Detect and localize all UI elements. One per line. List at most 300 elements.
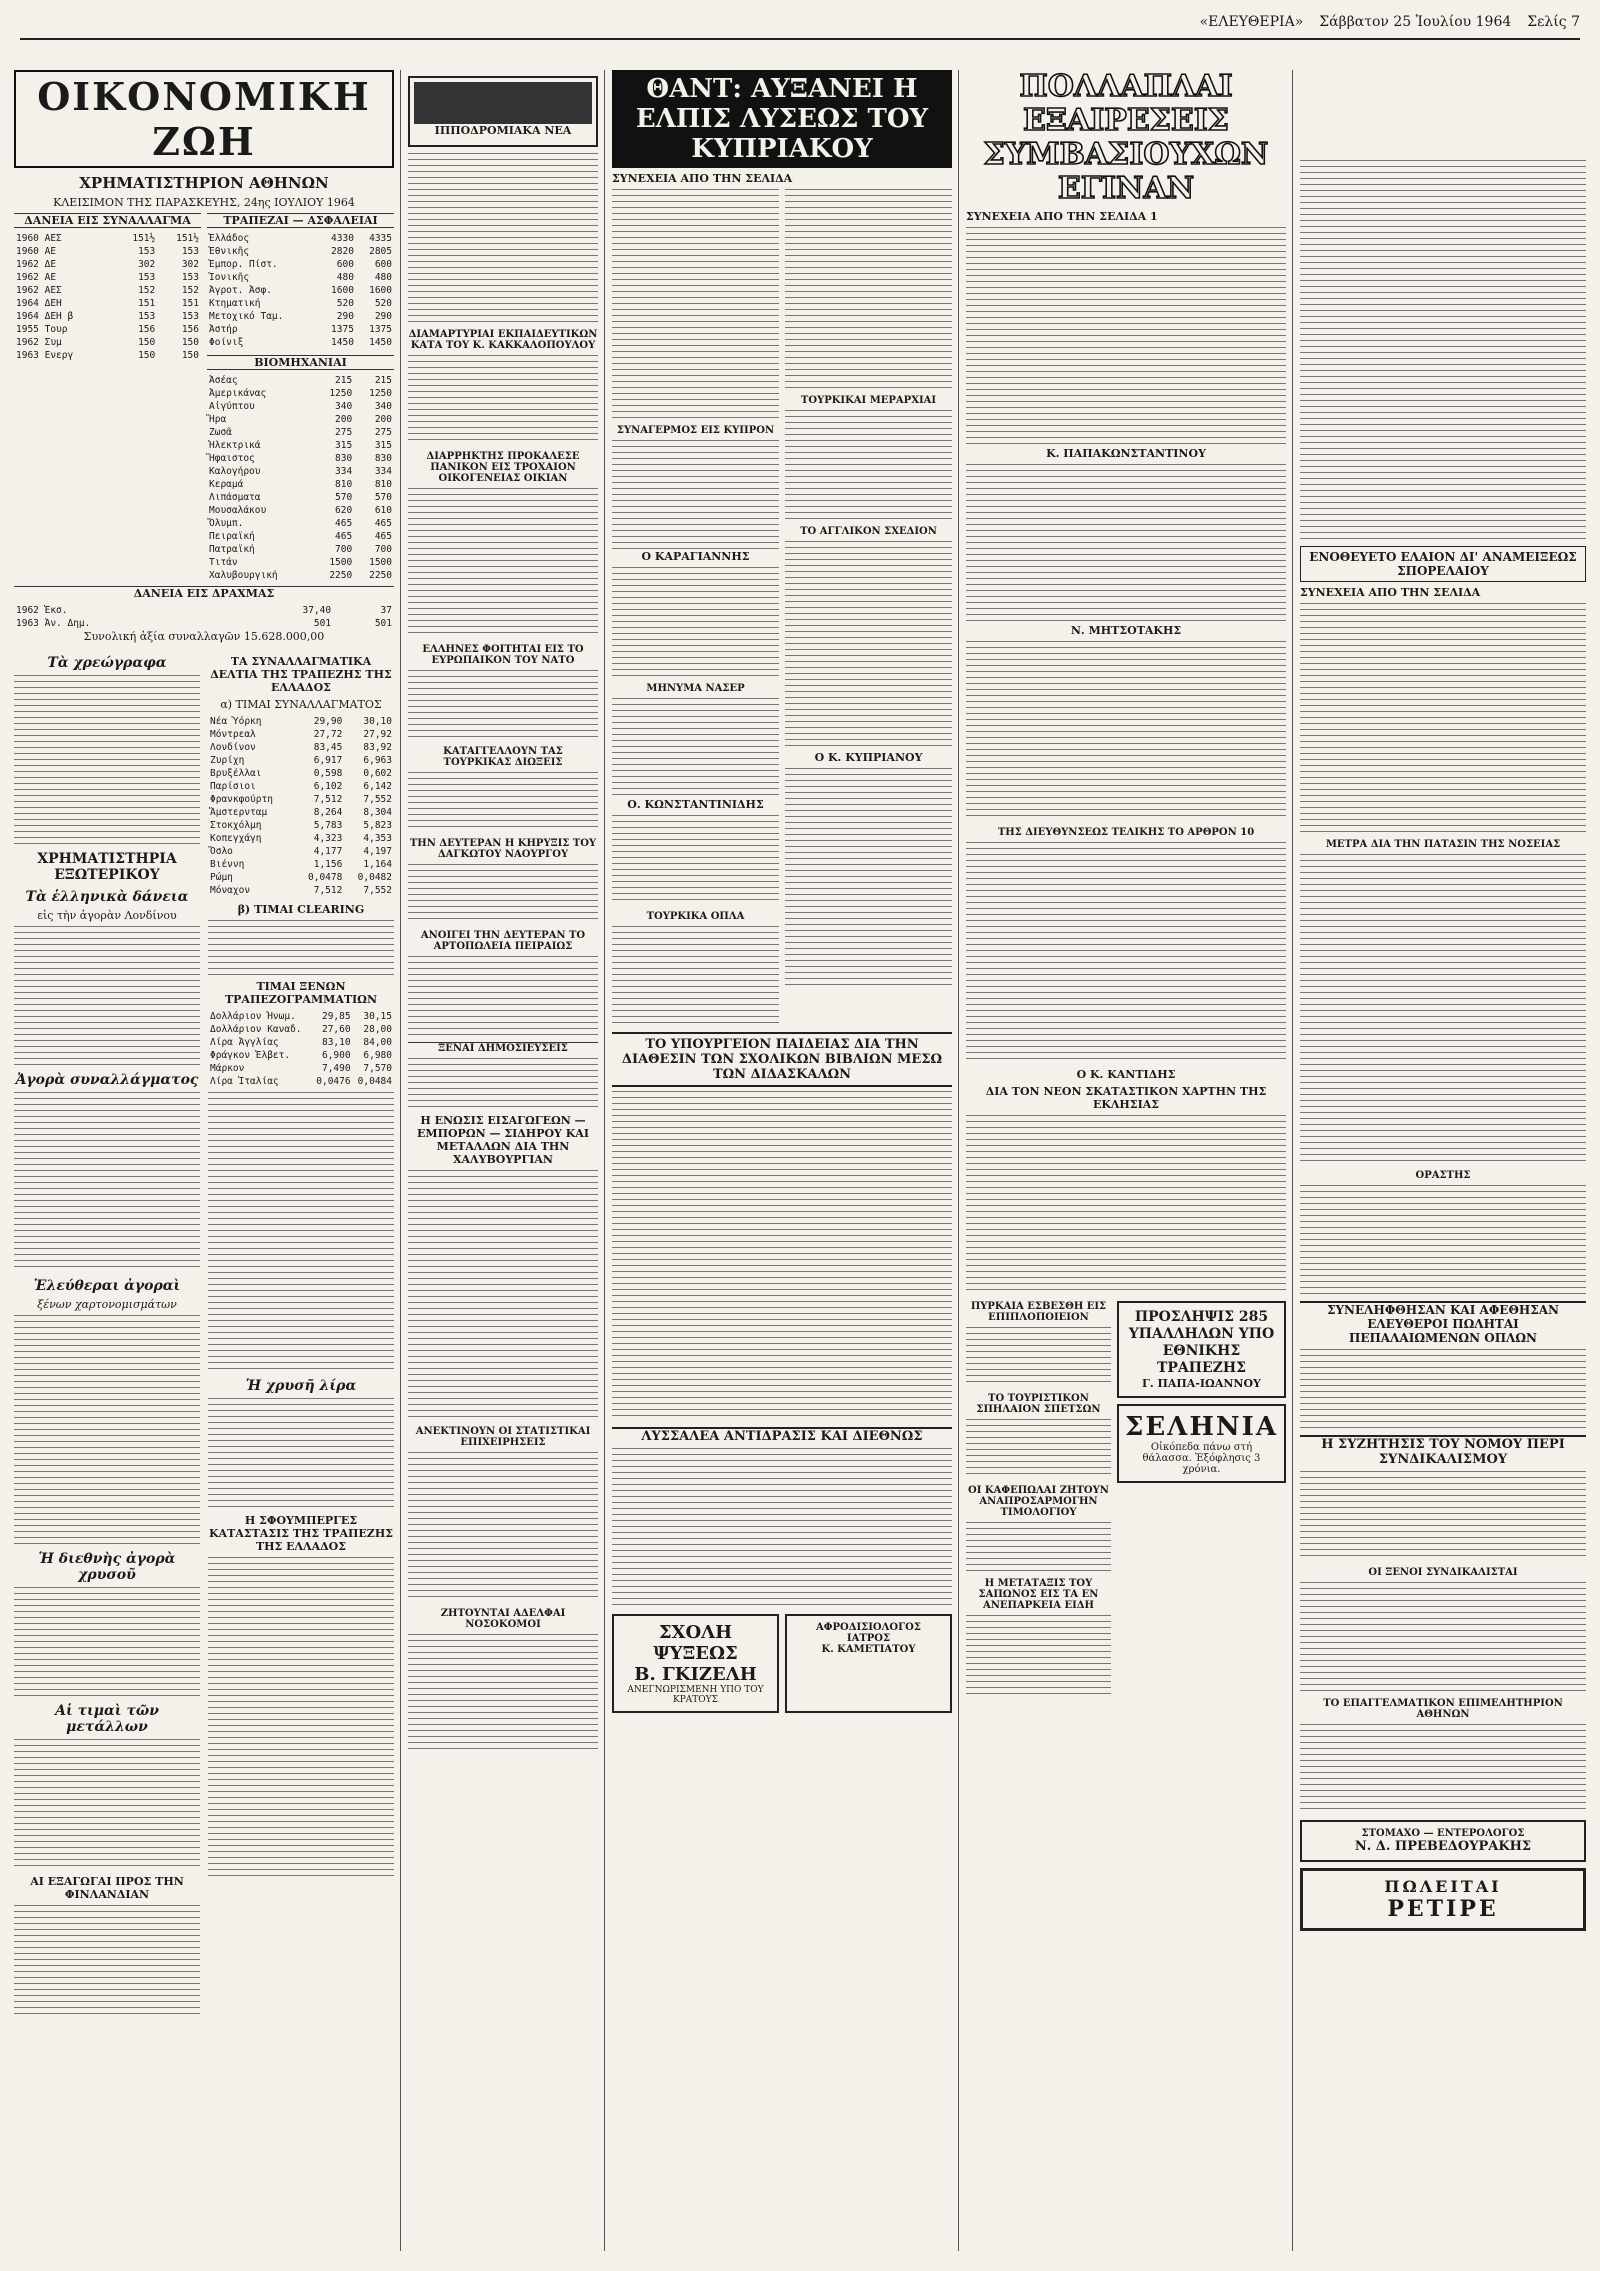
row-value: 6,900 (321, 1050, 351, 1061)
loan-row (14, 245, 201, 258)
soap-text (966, 1615, 1111, 1695)
row-value: 156 (181, 324, 199, 335)
row-value: 334 (374, 466, 392, 477)
lower-news (966, 1295, 1286, 1695)
drachma-row (14, 604, 394, 617)
bank-row (207, 245, 394, 258)
row-value: 6,980 (363, 1050, 392, 1061)
bank-row (207, 323, 394, 336)
row-value: 620 (335, 505, 353, 516)
story-burglar-text (408, 488, 598, 638)
row-value: 1600 (369, 285, 392, 296)
row-value: 153 (181, 311, 199, 322)
industry-row (207, 387, 394, 400)
row-label: Βιέννη (210, 859, 245, 870)
row-label: Ἥφαιστος (209, 453, 255, 464)
row-value: 315 (335, 440, 353, 451)
row-label: Στοκχόλμη (210, 820, 262, 831)
row-value: 8,264 (313, 807, 343, 818)
row-value: 153 (181, 246, 199, 257)
row-label: Παρίσιοι (210, 781, 256, 792)
loan-row (14, 349, 201, 362)
row-value: 465 (335, 518, 353, 529)
tourism-text (966, 1419, 1111, 1479)
row-label: Ἀσέας (209, 375, 238, 386)
gold-market-title: Ἡ διεθνὴς ἀγορὰ χρυσοῦ (38, 1551, 176, 1583)
row-label: Αἰγύπτου (209, 401, 255, 412)
fx-row (208, 754, 394, 767)
row-value: 152 (138, 285, 156, 296)
kyprianou: Ο Κ. ΚΥΠΡΙΑΝΟΥ (814, 751, 923, 764)
row-value: 150 (181, 350, 199, 361)
fx-row (208, 845, 394, 858)
row-value: 0,0482 (357, 872, 392, 883)
exchange-subtitle: ΚΛΕΙΣΙΜΟΝ ΤΗΣ ΠΑΡΑΣΚΕΥΗΣ, 24ης ΙΟΥΛΙΟΥ 1964 (53, 196, 355, 209)
row-value: 480 (336, 272, 354, 283)
free-markets-title: Ἐλεύθεραι ἀγοραὶ (33, 1278, 181, 1294)
row-value: 810 (374, 479, 392, 490)
row-value: 610 (374, 505, 392, 516)
row-label: Χαλυβουργική (209, 570, 278, 581)
fx-row (208, 767, 394, 780)
konstantinidis: Ο. ΚΩΝΣΤΑΝΤΙΝΙΔΗΣ (627, 798, 764, 811)
foreign-unions-title: ΟΙ ΞΕΝΟΙ ΣΥΝΔΙΚΑΛΙΣΤΑΙ (1368, 1567, 1518, 1578)
fire-text (966, 1327, 1111, 1387)
story-steel-text (408, 1170, 598, 1420)
column-rule (958, 70, 959, 2251)
london-market-text (14, 1092, 200, 1272)
london-market-title: Ἀγορὰ συναλλάγματος (15, 1072, 199, 1088)
row-label: Λονδίνον (210, 742, 256, 753)
row-value: 0,602 (363, 768, 392, 779)
racing-logo (414, 82, 592, 124)
row-value: 480 (374, 272, 392, 283)
row-label: Μουσαλάκου (209, 505, 267, 516)
row-value: 151½ (132, 233, 156, 244)
row-label: Κοπεγχάγη (210, 833, 262, 844)
row-value: 4,323 (313, 833, 343, 844)
row-value: 6,142 (363, 781, 392, 792)
row-value: 501 (313, 618, 332, 629)
story-nurses-text (408, 1634, 598, 1754)
row-label: Ἰονικῆς (209, 272, 250, 283)
lower-left (14, 649, 200, 2015)
exchange-tables (14, 213, 394, 582)
fx-table (208, 715, 394, 897)
contractors-text-1 (966, 227, 1286, 447)
sale-ad (1300, 1868, 1586, 1931)
divisions-title: ΤΟΥΡΚΙΚΑΙ ΜΕΡΑΡΧΙΑΙ (800, 395, 937, 406)
row-label: Ἀστήρ (209, 324, 238, 335)
more-rates (208, 1092, 394, 1372)
fire-block (966, 1295, 1111, 1695)
row-value: 290 (336, 311, 354, 322)
papakonstantinou: Κ. ΠΑΠΑΚΩΝΣΤΑΝΤΙΝΟΥ (1046, 447, 1206, 460)
row-value: 200 (335, 414, 353, 425)
racing-box (408, 76, 598, 147)
doctor-title: ΑΦΡΟΔΙΣΙΟΛΟΓΟΣ ΙΑΤΡΟΣ (816, 1622, 921, 1644)
racing-text (408, 153, 598, 323)
weapons-text (612, 926, 779, 1026)
ads-block (1117, 1295, 1286, 1695)
row-value: 570 (335, 492, 353, 503)
row-value: 4,197 (363, 846, 392, 857)
cafe-title: ΟΙ ΚΑΦΕΠΩΛΑΙ ΖΗΤΟΥΝ ΑΝΑΠΡΟΣΑΡΜΟΓΗΝ ΤΙΜΟΛΟΓΙΟΥ (968, 1485, 1109, 1518)
weapons-title: ΤΟΥΡΚΙΚΑ ΟΠΛΑ (646, 911, 745, 922)
bank-status-text (208, 1557, 394, 1877)
industry-row (207, 517, 394, 530)
union-law-headline: Η ΣΥΖΗΤΗΣΙΣ ΤΟΥ ΝΟΜΟΥ ΠΕΡΙ ΣΥΝΔΙΚΑΛΙΣΜΟΥ (1300, 1435, 1586, 1467)
row-value: 340 (374, 401, 392, 412)
row-label: Μόντρεαλ (210, 729, 256, 740)
row-value: 700 (374, 544, 392, 555)
school-ad (612, 1614, 779, 1713)
school-sub: ΑΝΕΓΝΩΡΙΣΜΕΝΗ ΥΠΟ ΤΟΥ ΚΡΑΤΟΥΣ (627, 1685, 764, 1705)
col5-top-text (1300, 160, 1586, 540)
tourism-title: ΤΟ ΤΟΥΡΙΣΤΙΚΟΝ ΣΠΗΛΑΙΟΝ ΣΠΕΤΣΩΝ (976, 1393, 1101, 1415)
masthead (20, 14, 1580, 40)
industry-table (207, 374, 394, 582)
kyprianou-text (785, 768, 952, 988)
row-label: Πειραϊκή (209, 531, 255, 542)
row-value: 30,10 (363, 716, 392, 727)
row-label: Καλογήρου (209, 466, 261, 477)
news-column-2 (408, 70, 598, 2250)
cyprus-text-1 (612, 189, 779, 419)
row-value: 465 (335, 531, 353, 542)
lower-right (208, 649, 394, 2015)
industry-header: ΒΙΟΜΗΧΑΝΙΑΙ (207, 355, 394, 370)
row-value: 1375 (331, 324, 354, 335)
row-value: 84,00 (363, 1037, 392, 1048)
row-value: 27,92 (363, 729, 392, 740)
row-value: 6,102 (313, 781, 343, 792)
school-name: Β. ΓΚΙΖΕΛΗ (634, 1664, 757, 1685)
row-value: 215 (374, 375, 392, 386)
row-value: 0,598 (313, 768, 343, 779)
tutor-name: Γ. ΠΑΠΑ-ΙΩΑΝΝΟΥ (1142, 1377, 1261, 1390)
economic-column (14, 70, 394, 2250)
row-value: 151½ (176, 233, 199, 244)
banks-header: ΤΡΑΠΕΖΑΙ — ΑΣΦΑΛΕΙΑΙ (207, 213, 394, 228)
story-turkish-text (408, 772, 598, 832)
release-text (1300, 1349, 1586, 1429)
row-label: Ὄσλο (210, 846, 233, 857)
row-value: 153 (138, 246, 156, 257)
alarm-title: ΣΥΝΑΓΕΡΜΟΣ ΕΙΣ ΚΥΠΡΟΝ (616, 425, 775, 436)
story-nurses-title: ΖΗΤΟΥΝΤΑΙ ΑΔΕΛΦΑΙ ΝΟΣΟΚΟΜΟΙ (440, 1608, 566, 1630)
row-value: 0,0478 (308, 872, 343, 883)
weapons-release-headline: ΣΥΝΕΛΗΦΘΗΣΑΝ ΚΑΙ ΑΦΕΘΗΣΑΝ ΕΛΕΥΘΕΡΟΙ ΠΩΛΗΤΑΙ ΠΕΠΑΛΑΙΩΜΕΝΩΝ ΟΠΛΩΝ (1300, 1301, 1586, 1345)
karagiannis: Ο ΚΑΡΑΓΙΑΝΝΗΣ (641, 550, 750, 563)
fire-title: ΠΥΡΚΑΙΑ ΕΣΒΕΣΘΗ ΕΙΣ ΕΠΙΠΛΟΠΟΙΕΙΟΝ (970, 1301, 1107, 1323)
row-label: Ἀμερικάνας (209, 388, 267, 399)
story-turkish-title: ΚΑΤΑΓΓΕΛΛΟΥΝ ΤΑΣ ΤΟΥΡΚΙΚΑΣ ΔΙΩΞΕΙΣ (443, 746, 563, 768)
union-law-text (1300, 1471, 1586, 1561)
row-value: 150 (138, 337, 156, 348)
row-label: Ὄλυμπ. (209, 518, 244, 529)
bank-row (207, 232, 394, 245)
article-10-title: ΤΗΣ ΔΙΕΥΘΥΝΣΕΩΣ ΤΕΛΙΚΗΣ ΤΟ ΑΡΘΡΟΝ 10 (997, 827, 1255, 838)
story-foreign-text (408, 1058, 598, 1108)
industry-row (207, 504, 394, 517)
exchange-title: ΧΡΗΜΑΤΙΣΤΗΡΙΟΝ ΑΘΗΝΩΝ (79, 174, 329, 192)
fx-row (208, 806, 394, 819)
ads-row (612, 1608, 952, 1719)
loan-row (14, 232, 201, 245)
continued-label: ΣΥΝΕΧΕΙΑ ΑΠΟ ΤΗΝ ΣΕΛΙΔΑ (1300, 586, 1481, 599)
row-value: 1600 (331, 285, 354, 296)
disease-text (1300, 854, 1586, 1164)
row-label: Ἐμπορ. Πίστ. (209, 259, 278, 270)
loans-table (14, 232, 201, 362)
row-value: 520 (336, 298, 354, 309)
row-value: 700 (335, 544, 353, 555)
row-value: 302 (138, 259, 156, 270)
contractors-headline-1: ΠΟΛΛΑΠΛΑΙ ΕΞΑΙΡΕΣΕΙΣ (1019, 70, 1233, 138)
row-value: 4,177 (313, 846, 343, 857)
greek-loans-title: Τὰ ἑλληνικὰ δάνεια (25, 889, 189, 905)
row-label: Λιπάσματα (209, 492, 261, 503)
free-markets-text (14, 1315, 200, 1545)
story-monday-text (408, 864, 598, 924)
external-title: ΧΡΗΜΑΤΙΣΤΗΡΙΑ ΕΞΩΤΕΡΙΚΟΥ (37, 851, 177, 883)
drachma-header: ΔΑΝΕΙΑ ΕΙΣ ΔΡΑΧΜΑΣ (14, 586, 394, 600)
loans-header: ΔΑΝΕΙΑ ΕΙΣ ΣΥΝΑΛΛΑΓΜΑ (14, 213, 201, 228)
row-value: 156 (138, 324, 156, 335)
row-value: 0,0476 (316, 1076, 351, 1087)
row-value: 0,0484 (357, 1076, 392, 1087)
loan-row (14, 310, 201, 323)
english-plan-text (785, 541, 952, 751)
chamber-text (1300, 1724, 1586, 1814)
row-label: Τιτάν (209, 557, 238, 568)
alarm-text (612, 440, 779, 550)
row-label: Ἀγροτ. Ἀσφ. (209, 285, 272, 296)
fx-row (208, 741, 394, 754)
row-label: 1960 ΑΕ (16, 246, 57, 257)
bank-note-row (208, 1023, 394, 1036)
oil-text (1300, 603, 1586, 833)
selinia-ad (1117, 1404, 1286, 1483)
row-value: 340 (335, 401, 353, 412)
row-value: 4,353 (363, 833, 392, 844)
row-label: Φοίνιξ (209, 337, 244, 348)
doctor-ad (785, 1614, 952, 1713)
oil-headline: ΕΝΟΘΕΥΕΤΟ ΕΛΑΙΟΝ ΔΙ' ΑΝΑΜΕΙΞΕΩΣ ΣΠΟΡΕΛΑΙΟΥ (1300, 546, 1586, 582)
school-title: ΣΧΟΛΗ ΨΥΞΕΩΣ (653, 1622, 738, 1664)
fx-row (208, 858, 394, 871)
loan-row (14, 271, 201, 284)
row-value: 830 (374, 453, 392, 464)
row-value: 6,917 (313, 755, 343, 766)
industry-row (207, 478, 394, 491)
row-label: 1962 ΑΕΣ (16, 285, 62, 296)
loan-row (14, 284, 201, 297)
row-value: 29,90 (313, 716, 343, 727)
row-value: 152 (181, 285, 199, 296)
row-label: 1964 ΔΕΗ β (16, 311, 74, 322)
story-bakeries-title: ΑΝΟΙΓΕΙ ΤΗΝ ΔΕΥΤΕΡΑΝ ΤΟ ΑΡΤΟΠΩΛΕΙΑ ΠΕΙΡΑΙΩΣ (420, 930, 586, 952)
bank-row (207, 310, 394, 323)
free-markets-sub: ξένων χαρτονομισμάτων (37, 1298, 177, 1311)
kantidis-text (966, 1115, 1286, 1295)
row-value: 4330 (331, 233, 354, 244)
row-value: 7,552 (363, 885, 392, 896)
bonds-title: Τὰ χρεώγραφα (47, 655, 167, 671)
bank-notes-title: ΤΙΜΑΙ ΞΕΝΩΝ ΤΡΑΠΕΖΟΓΡΑΜΜΑΤΙΩΝ (224, 980, 378, 1006)
row-value: 1375 (369, 324, 392, 335)
bank-row (207, 297, 394, 310)
row-value: 30,15 (363, 1011, 392, 1022)
column-rule (1292, 70, 1293, 2251)
fx-row (208, 871, 394, 884)
story-students-text (408, 670, 598, 740)
selinia-sub: Οἰκόπεδα πάνω στή θάλασσα. Ἐξόφλησις 3 χρόνια. (1142, 1442, 1261, 1475)
loan-row (14, 323, 201, 336)
row-value: 465 (374, 518, 392, 529)
news-column-5 (1300, 70, 1586, 2250)
row-value: 27,72 (313, 729, 343, 740)
story-bakeries-text (408, 956, 598, 1036)
row-value: 215 (335, 375, 353, 386)
story-steel-title: Η ΕΝΩΣΙΣ ΕΙΣΑΓΩΓΕΩΝ — ΕΜΠΟΡΩΝ — ΣΙΔΗΡΟΥ ΚΑΙ ΜΕΤΑΛΛΩΝ ΔΙΑ ΤΗΝ ΧΑΛΥΒΟΥΡΓΙΑΝ (417, 1114, 589, 1166)
clearing-title: β) ΤΙΜΑΙ CLEARING (237, 903, 365, 916)
kantidis-sub: ΔΙΑ ΤΟΝ ΝΕΟΝ ΣΚΑΤΑΣΤΙΚΟΝ ΧΑΡΤΗΝ ΤΗΣ ΕΚΛΗΣΙΑΣ (985, 1085, 1267, 1111)
bank-row (207, 284, 394, 297)
row-label: 1955 Τουρ (16, 324, 68, 335)
industry-row (207, 426, 394, 439)
story-teachers-text (408, 355, 598, 445)
reaction-headline: ΛΥΣΣΑΛΕΑ ΑΝΤΙΔΡΑΣΙΣ ΚΑΙ ΔΙΕΘΝΩΣ (612, 1427, 952, 1444)
bank-notes-table (208, 1010, 394, 1088)
page-number: Σελίς 7 (1527, 14, 1580, 30)
bank-note-row (208, 1036, 394, 1049)
row-value: 275 (335, 427, 353, 438)
industry-row (207, 374, 394, 387)
row-value: 1450 (331, 337, 354, 348)
konstantinidis-text (612, 815, 779, 905)
industry-row (207, 543, 394, 556)
finland-text (14, 1905, 200, 2015)
soap-title: Η ΜΕΤΑΤΑΞΙΣ ΤΟΥ ΣΑΠΩΝΟΣ ΕΙΣ ΤΑ ΕΝ ΑΝΕΠΑΡΚΕΙΑ ΕΙΔΗ (978, 1578, 1099, 1611)
row-value: 275 (374, 427, 392, 438)
continued-label: ΣΥΝΕΧΕΙΑ ΑΠΟ ΤΗΝ ΣΕΛΙΔΑ (612, 172, 793, 185)
row-value: 302 (181, 259, 199, 270)
drachma-table (14, 604, 394, 630)
row-label: Βρυξέλλαι (210, 768, 262, 779)
bank-status-title: Η ΣΦΟΥΜΠΕΡΓΕΣ ΚΑΤΑΣΤΑΣΙΣ ΤΗΣ ΤΡΑΠΕΖΗΣ ΤΗΣ ΕΛΛΑΔΟΣ (209, 1514, 393, 1553)
ministry-headline: ΤΟ ΥΠΟΥΡΓΕΙΟΝ ΠΑΙΔΕΙΑΣ ΔΙΑ ΤΗΝ ΔΙΑΘΕΣΙΝ ΤΩΝ ΣΧΟΛΙΚΩΝ ΒΙΒΛΙΩΝ ΜΕΣΩ ΤΩΝ ΔΙΔΑΣΚΑΛΩΝ (612, 1032, 952, 1087)
fx-row (208, 884, 394, 897)
column-rule (400, 70, 401, 2251)
ministry-text (612, 1091, 952, 1421)
row-value: 290 (374, 311, 392, 322)
industry-row (207, 439, 394, 452)
foreign-unions-text (1300, 1582, 1586, 1692)
row-value: 153 (138, 311, 156, 322)
bank-note-row (208, 1075, 394, 1088)
row-label: Ἠλεκτρικά (209, 440, 261, 451)
doctor-name: Κ. ΚΑΜΕΤΙΑΤΟΥ (821, 1644, 916, 1655)
row-value: 501 (374, 618, 392, 629)
industry-row (207, 530, 394, 543)
loan-row (14, 297, 201, 310)
row-value: 1,164 (363, 859, 392, 870)
row-value: 4335 (369, 233, 392, 244)
sterling-title: Ἡ χρυσῆ λίρα (245, 1378, 357, 1394)
row-value: 151 (181, 298, 199, 309)
cyprus-text-2 (785, 189, 952, 389)
racing-title: ΙΠΠΟΔΡΟΜΙΑΚΑ ΝΕΑ (434, 124, 572, 137)
row-label: 1963 Ἀν. Δημ. (16, 618, 91, 629)
gastro-title: ΣΤΟΜΑΧΟ — ΕΝΤΕΡΟΛΟΓΟΣ (1361, 1828, 1525, 1839)
row-value: 37 (380, 605, 392, 616)
row-value: 334 (335, 466, 353, 477)
sale-name: ΡΕΤΙΡΕ (1387, 1896, 1499, 1922)
row-value: 1,156 (313, 859, 343, 870)
cyprus-body (612, 189, 952, 1026)
perpetrator-text (1300, 1185, 1586, 1295)
row-value: 1250 (329, 388, 353, 399)
row-value: 7,512 (313, 885, 343, 896)
bank-note-row (208, 1049, 394, 1062)
row-label: Φρανκφούρτη (210, 794, 273, 805)
clearing-text (208, 920, 394, 980)
banks-table (207, 232, 394, 349)
industry-row (207, 491, 394, 504)
row-value: 83,45 (313, 742, 343, 753)
bank-note-row (208, 1010, 394, 1023)
row-label: 1960 ΑΕΣ (16, 233, 62, 244)
continued-label: ΣΥΝΕΧΕΙΑ ΑΠΟ ΤΗΝ ΣΕΛΙΔΑ 1 (966, 210, 1158, 223)
row-value: 2250 (329, 570, 353, 581)
cyprus-headline: ΘΑΝΤ: ΑΥΞΑΝΕΙ Η ΕΛΠΙΣ ΛΥΣΕΩΣ ΤΟΥ ΚΥΠΡΙΑΚΟΥ (612, 70, 952, 168)
contractors-column (966, 70, 1286, 2250)
row-value: 28,00 (363, 1024, 392, 1035)
lower-economic (14, 649, 394, 2015)
column-rule (604, 70, 605, 2251)
row-value: 153 (138, 272, 156, 283)
fx-row (208, 780, 394, 793)
story-foreign-title: ΞΕΝΑΙ ΔΗΜΟΣΙΕΥΣΕΙΣ (408, 1042, 598, 1054)
industry-row (207, 556, 394, 569)
row-label: Φράγκον Ἑλβετ. (210, 1050, 291, 1061)
mitsotakis: Ν. ΜΗΤΣΟΤΑΚΗΣ (1070, 624, 1182, 637)
row-value: 83,10 (321, 1037, 351, 1048)
industry-row (207, 452, 394, 465)
fx-row (208, 832, 394, 845)
row-label: Ἤρα (209, 414, 227, 425)
cyprus-right (785, 189, 952, 1026)
row-value: 7,490 (321, 1063, 351, 1074)
cyprus-column (612, 70, 952, 2250)
contractors-text-3 (966, 641, 1286, 821)
selinia-title: ΣΕΛΗΝΙΑ (1124, 1412, 1278, 1442)
nasser-title: ΜΗΝΥΜΑ ΝΑΣΕΡ (646, 683, 745, 694)
row-label: Δολλάριον Ἡνωμ. (210, 1011, 296, 1022)
row-label: Κεραμά (209, 479, 244, 490)
bank-row (207, 336, 394, 349)
bank-row (207, 271, 394, 284)
loans-table-block (14, 213, 201, 582)
story-stats-title: ΑΝΕΚΤΙΝΟΥΝ ΟΙ ΣΤΑΤΙΣΤΙΚΑΙ ΕΠΙΧΕΙΡΗΣΕΙΣ (415, 1426, 591, 1448)
row-value: 83,92 (363, 742, 392, 753)
greek-loans-text (14, 926, 200, 1066)
bank-hiring-title: ΠΡΟΣΛΗΨΙΣ 285 ΥΠΑΛΛΗΛΩΝ ΥΠΟ ΕΘΝΙΚΗΣ ΤΡΑΠΕΖΗΣ (1128, 1309, 1275, 1376)
row-value: 2250 (369, 570, 392, 581)
row-label: Ρώμη (210, 872, 233, 883)
